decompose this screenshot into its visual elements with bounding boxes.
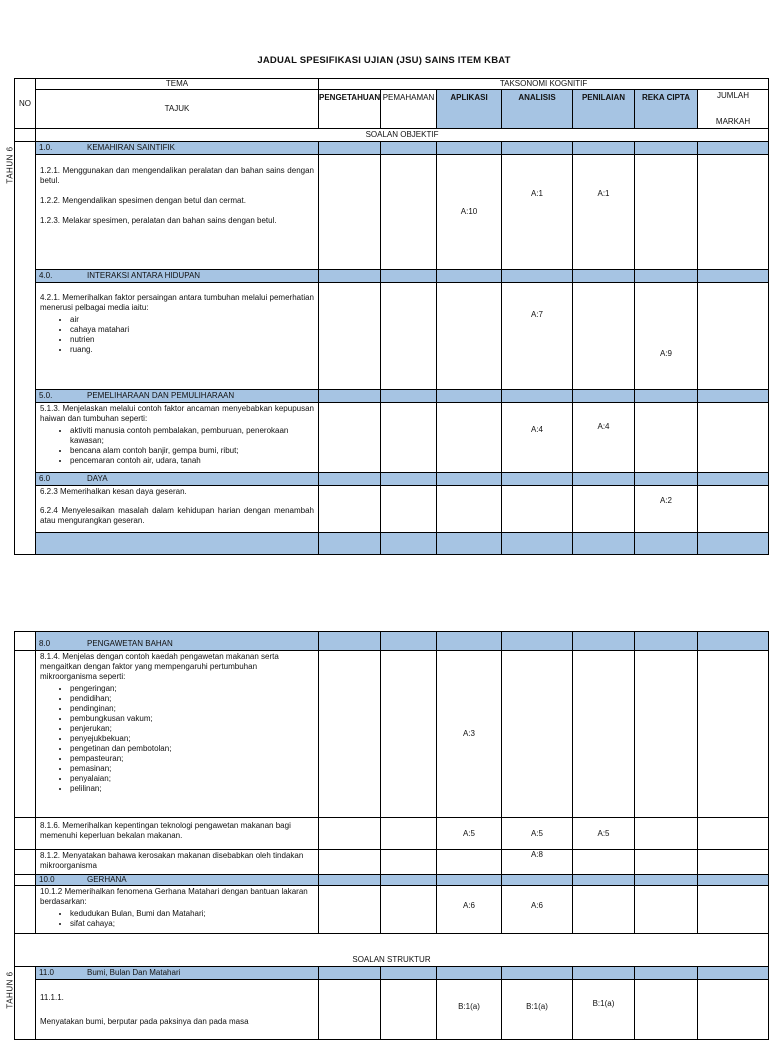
mark-s5-penilaian: A:4 xyxy=(573,403,635,473)
section-header-11: 11.0 Bumi, Bulan Dan Matahari xyxy=(36,967,319,980)
soalan-struktur-label: SOALAN STRUKTUR xyxy=(15,934,769,967)
header-analisis: ANALISIS xyxy=(502,90,573,129)
section-header-1: 1.0. KEMAHIRAN SAINTIFIK xyxy=(36,142,319,155)
mark-s6-reka-cipta: A:2 xyxy=(635,486,698,533)
mark-s1-analisis: A:1 xyxy=(502,155,573,270)
section-content-1: 1.2.1. Menggunakan dan mengendalikan peralatan dan bahan sains dengan betul. 1.2.2. Mengendalikan spesimen dengan betul dan cermat. 1.2.3. Melakar spesimen, peralatan dan bahan sains dengan betul. xyxy=(36,155,319,270)
section-content-10: 10.1.2 Memerihalkan fenomena Gerhana Matahari dengan bantuan lakaran berdasarkan: • kedudukan Bulan, Bumi dan Matahari; • sifat cahaya; xyxy=(36,886,319,934)
section-header-4: 4.0. INTERAKSI ANTARA HIDUPAN xyxy=(36,270,319,283)
header-penilaian: PENILAIAN xyxy=(573,90,635,129)
mark-s10-analisis: A:6 xyxy=(502,886,573,934)
mark-s8-aplikasi: A:3 xyxy=(437,651,502,818)
mark-s4-reka-cipta: A:9 xyxy=(635,283,698,390)
mark-816-penilaian: A:5 xyxy=(573,818,635,850)
header-markah: MARKAH xyxy=(715,117,751,126)
mark-816-analisis: A:5 xyxy=(502,818,573,850)
mark-s4-analisis: A:7 xyxy=(502,283,573,390)
header-pemahaman: PEMAHAMAN xyxy=(381,90,437,129)
mark-s11-penilaian: B:1(a) xyxy=(573,980,635,1040)
section-content-4: 4.2.1. Memerihalkan faktor persaingan antara tumbuhan melalui pemerhatian menerusi pelbagai media iaitu: • air • cahaya matahari • nutrien • ruang. xyxy=(36,283,319,390)
tahun-label: TAHUN 6 xyxy=(15,142,36,555)
mark-812-analisis: A:8 xyxy=(502,850,573,875)
header-no: NO xyxy=(15,79,36,129)
section-content-8: 8.1.4. Menjelas dengan contoh kaedah pengawetan makanan serta mengaitkan dengan faktor yang mempengaruhi pertumbuhan mikroorganisma seperti: • pengeringan; • pendidihan; • pendinginan; • pembungkusan vakum; • penjerukan; • penyejukbekuan; • pengetinan dan pembotolan; • pempasteuran; • pemasinan; • penyalaian; • pelilinan; xyxy=(36,651,319,818)
jsu-table-continued xyxy=(5,631,769,1040)
mark-s11-analisis: B:1(a) xyxy=(502,980,573,1040)
header-jumlah-markah xyxy=(698,90,769,129)
header-reka-cipta: REKA CIPTA xyxy=(635,90,698,129)
section-header-10: 10.0 GERHANA xyxy=(36,875,319,886)
mark-s10-aplikasi: A:6 xyxy=(437,886,502,934)
section-header-5: 5.0. PEMELIHARAAN DAN PEMULIHARAAN xyxy=(36,390,319,403)
mark-s1-aplikasi: A:10 xyxy=(437,155,502,270)
header-pengetahuan: PENGETAHUAN xyxy=(319,90,381,129)
header-jumlah: JUMLAH xyxy=(717,91,750,100)
document-title: JADUAL SPESIFIKASI UJIAN (JSU) SAINS ITEM KBAT xyxy=(257,55,511,66)
header-taksonomi: TAKSONOMI KOGNITIF xyxy=(319,79,769,90)
section-content-6: 6.2.3 Memerihalkan kesan daya geseran. 6.2.4 Menyelesaikan masalah dalam kehidupan harian dengan menambah atau mengurangkan geseran. xyxy=(36,486,319,533)
header-tajuk: TAJUK xyxy=(36,90,319,129)
item-8-1-2: 8.1.2. Menyatakan bahawa kerosakan makanan disebabkan oleh tindakan mikroorganisma xyxy=(36,850,319,875)
soalan-objektif-label: SOALAN OBJEKTIF xyxy=(36,129,769,142)
item-8-1-6: 8.1.6. Memerihalkan kepentingan teknologi pengawetan makanan bagi memenuhi keperluan bekalan makanan. xyxy=(36,818,319,850)
section-content-11: 11.1.1. Menyatakan bumi, berputar pada paksinya dan pada masa xyxy=(36,980,319,1040)
jsu-table-objektif xyxy=(5,78,769,555)
section-header-8: 8.0 PENGAWETAN BAHAN xyxy=(36,632,319,651)
mark-s11-aplikasi: B:1(a) xyxy=(437,980,502,1040)
tahun-label-2: TAHUN 6 xyxy=(15,967,36,1040)
header-aplikasi: APLIKASI xyxy=(437,90,502,129)
mark-s5-analisis: A:4 xyxy=(502,403,573,473)
mark-816-aplikasi: A:5 xyxy=(437,818,502,850)
header-tema: TEMA xyxy=(36,79,319,90)
mark-s1-penilaian: A:1 xyxy=(573,155,635,270)
section-header-6: 6.0 DAYA xyxy=(36,473,319,486)
section-content-5: 5.1.3. Menjelaskan melalui contoh faktor ancaman menyebabkan kepupusan haiwan dan tumbuhan seperti: • aktiviti manusia contoh pembalakan, pemburuan, penerokaan kawasan; • bencana alam contoh banjir, gempa bumi, ribut; • pencemaran contoh air, udara, tanah xyxy=(36,403,319,473)
